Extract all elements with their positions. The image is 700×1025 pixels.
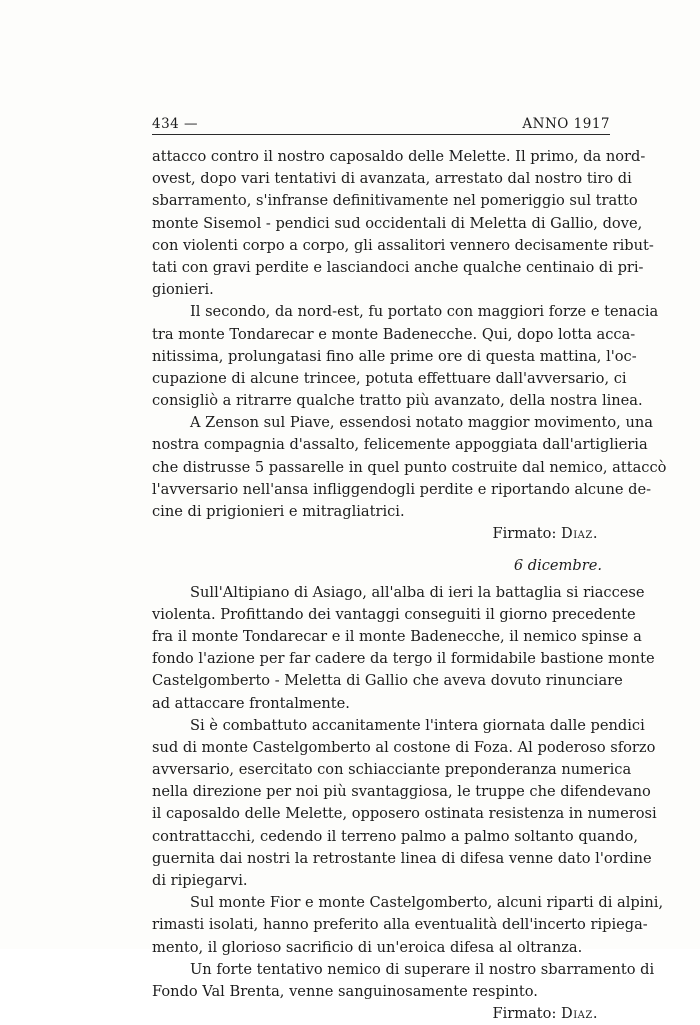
signature <box>152 1003 610 1025</box>
signature-name: Diaz. <box>561 525 598 543</box>
page-header <box>152 112 610 134</box>
text-line: ovest, dopo vari tentativi di avanzata, arrestato dal nostro tiro di <box>152 170 632 188</box>
text-line: Il secondo, da nord-est, fu portato con maggiori forze e tenacia <box>190 303 659 321</box>
bulletin-section-1 <box>152 146 667 545</box>
text-line: che distrusse 5 passarelle in quel punto costruite dal nemico, attaccò <box>152 458 667 476</box>
text-line: avversario, esercitato con schiacciante preponderanza numerica <box>152 761 632 779</box>
bulletin-date: 6 dicembre. <box>513 557 602 575</box>
text-line: l'avversario nell'ansa infliggendogli perdite e riportando alcune de- <box>152 480 652 498</box>
text-line: sud di monte Castelgomberto al costone di Foza. Al poderoso sforzo <box>152 738 656 756</box>
text-line: A Zenson sul Piave, essendosi notato maggior movimento, una <box>190 414 653 432</box>
text-line: Sull'Altipiano di Asiago, all'alba di ieri la battaglia si riaccese <box>190 583 645 601</box>
text-line: mento, il glorioso sacrificio di un'eroica difesa al oltranza. <box>152 938 583 956</box>
bulletin-section-2 <box>152 555 664 1025</box>
text-line: fondo l'azione per far cadere da tergo il formidabile bastione monte <box>152 650 655 668</box>
text-line: nitissima, prolungatasi fino alle prime ore di questa mattina, l'oc- <box>152 347 637 365</box>
running-title: ANNO 1917 <box>522 116 610 132</box>
text-line: contrattacchi, cedendo il terreno palmo a palmo soltanto quando, <box>152 827 638 845</box>
signature-label: Firmato: <box>492 1005 557 1023</box>
section-gap <box>152 545 610 555</box>
text-line: di ripiegarvi. <box>152 872 248 889</box>
text-line: nostra compagnia d'assalto, felicemente appoggiata dall'artiglieria <box>152 436 648 454</box>
text-line: fra il monte Tondarecar e il monte Badenecche, il nemico spinse a <box>152 627 642 645</box>
text-line: cine di prigionieri e mitragliatrici. <box>152 503 405 520</box>
page-number: 434 — <box>152 116 199 132</box>
signature <box>152 523 610 545</box>
header-rule <box>152 134 610 135</box>
text-line: consigliò a ritrarre qualche tratto più avanzato, della nostra linea. <box>152 392 643 410</box>
signature-name: Diaz. <box>561 1005 598 1023</box>
page-body <box>152 146 667 1025</box>
text-line: Castelgomberto - Meletta di Gallio che aveva dovuto rinunciare <box>152 672 623 690</box>
text-line: monte Sisemol - pendici sud occidentali di Meletta di Gallio, dove, <box>152 214 643 232</box>
text-line: cupazione di alcune trincee, potuta effettuare dall'avversario, ci <box>152 369 627 387</box>
text-line: guernita dai nostri la retrostante linea di difesa venne dato l'ordine <box>152 849 652 867</box>
text-line: con violenti corpo a corpo, gli assalitori vennero decisamente ribut- <box>152 236 654 254</box>
text-line: ad attaccare frontalmente. <box>152 694 350 712</box>
text-line: il caposaldo delle Melette, opposero ostinata resistenza in numerosi <box>152 805 657 823</box>
text-line: nella direzione per noi più svantaggiosa, le truppe che difendevano <box>152 783 651 801</box>
text-line: tra monte Tondarecar e monte Badenecche. Qui, dopo lotta acca- <box>152 325 636 343</box>
text-line: Si è combattuto accanitamente l'intera giornata dalle pendici <box>190 716 645 734</box>
text-line: gionieri. <box>152 281 214 299</box>
text-line: Fondo Val Brenta, venne sanguinosamente respinto. <box>152 982 538 1000</box>
text-line: rimasti isolati, hanno preferito alla eventualità dell'incerto ripiega- <box>152 916 648 934</box>
signature-label: Firmato: <box>492 525 557 543</box>
text-line: sbarramento, s'infranse definitivamente nel pomeriggio sul tratto <box>152 192 638 210</box>
text-line: Un forte tentativo nemico di superare il nostro sbarramento di <box>190 960 655 978</box>
text-line: attacco contro il nostro caposaldo delle Melette. Il primo, da nord- <box>152 148 646 165</box>
text-line: tati con gravi perdite e lasciandoci anche qualche centinaio di pri- <box>152 258 644 276</box>
text-line: Sul monte Fior e monte Castelgomberto, alcuni riparti di alpini, <box>190 894 664 912</box>
text-line: violenta. Profittando dei vantaggi conseguiti il giorno precedente <box>152 605 636 623</box>
